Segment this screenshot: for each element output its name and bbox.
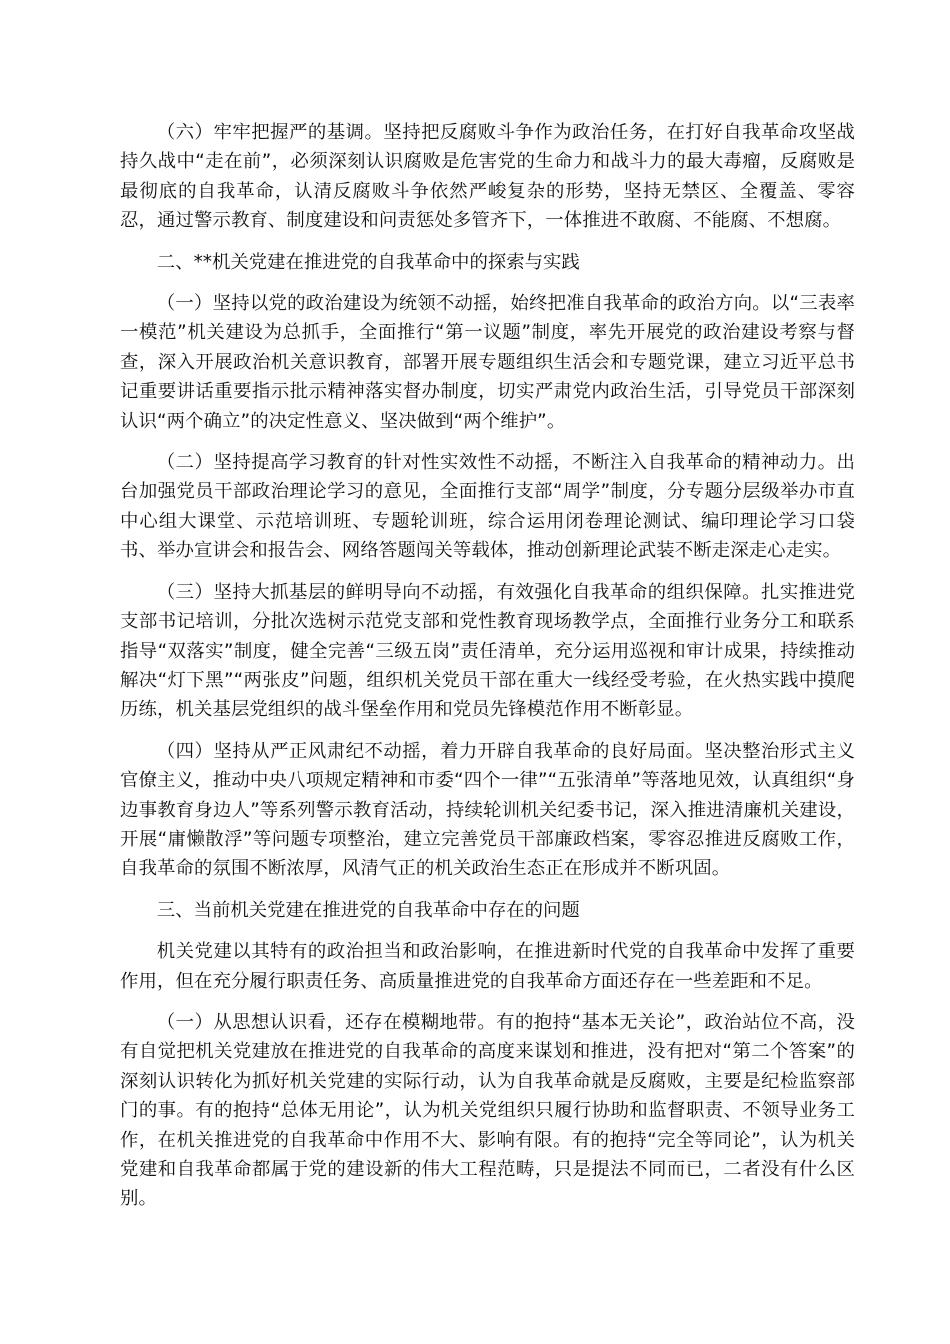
- paragraph-section-1-6: （六）牢牢把握严的基调。坚持把反腐败斗争作为政治任务，在打好自我革命攻坚战持久战中“走在前”，必须深刻认识腐败是危害党的生命力和战斗力的最大毒瘤，反腐败是最彻底的自我革命，认清反腐败斗争依然严峻复杂的形势，坚持无禁区、全覆盖、零容忍，通过警示教育、制度建设和问责惩处多管齐下，一体推进不敢腐、不能腐、不想腐。: [120, 122, 855, 232]
- paragraph-section-2-1: （一）坚持以党的政治建设为统领不动摇，始终把准自我革命的政治方向。以“三表率一模范”机关建设为总抓手，全面推行“第一议题”制度，率先开展党的政治建设考察与督查，深入开展政治机关意识教育，部署开展专题组织生活会和专题党课，建立习近平总书记重要讲话重要指示批示精神落实督办制度，切实严肃党内政治生活，引导党员干部深刻认识“两个确立”的决定性意义、坚决做到“两个维护”。: [120, 293, 855, 432]
- paragraph-section-2-2: （二）坚持提高学习教育的针对性实效性不动摇，不断注入自我革命的精神动力。出台加强党员干部政治理论学习的意见，全面推行支部“周学”制度，分专题分层级举办市直中心组大课堂、示范培训班、专题轮训班，综合运用闭卷理论测试、编印理论学习口袋书、举办宣讲会和报告会、网络答题闯关等载体，推动创新理论武装不断走深走心走实。: [120, 452, 855, 562]
- heading-section-2: 二、**机关党建在推进党的自我革命中的探索与实践: [156, 251, 580, 273]
- heading-section-3: 三、当前机关党建在推进党的自我革命中存在的问题: [156, 899, 580, 921]
- paragraph-section-3-1: （一）从思想认识看，还存在模糊地带。有的抱持“基本无关论”，政治站位不高，没有自觉把机关党建放在推进党的自我革命的高度来谋划和推进，没有把对“第二个答案”的深刻认识转化为抓好机关党建的实际行动，认为自我革命就是反腐败，主要是纪检监察部门的事。有的抱持“总体无用论”，认为机关党组织只履行协助和监督职责、不领导业务工作，在机关推进党的自我革命中作用不大、影响有限。有的抱持“完全等同论”，认为机关党建和自我革命都属于党的建设新的伟大工程范畴，只是提法不同而已，二者没有什么区别。: [120, 1011, 855, 1210]
- paragraph-section-3-intro: 机关党建以其特有的政治担当和政治影响，在推进新时代党的自我革命中发挥了重要作用，但在充分履行职责任务、高质量推进党的自我革命方面还存在一些差距和不足。: [120, 941, 855, 992]
- paragraph-section-2-4: （四）坚持从严正风肃纪不动摇，着力开辟自我革命的良好局面。坚决整治形式主义官僚主义，推动中央八项规定精神和市委“四个一律”“五张清单”等落地见效，认真组织“身边事教育身边人”等系列警示教育活动，持续轮训机关纪委书记，深入推进清廉机关建设，开展“庸懒散浮”等问题专项整治，建立完善党员干部廉政档案，零容忍推进反腐败工作，自我革命的氛围不断浓厚，风清气正的机关政治生态正在形成并不断巩固。: [120, 740, 855, 880]
- paragraph-section-2-3: （三）坚持大抓基层的鲜明导向不动摇，有效强化自我革命的组织保障。扎实推进党支部书记培训，分批次选树示范党支部和党性教育现场教学点，全面推行业务分工和联系指导“双落实”制度，健全完善“三级五岗”责任清单，充分运用巡视和审计成果，持续推动解决“灯下黑”“两张皮”问题，组织机关党员干部在重大一线经受考验，在火热实践中摸爬历练，机关基层党组织的战斗堡垒作用和党员先锋模范作用不断彰显。: [120, 581, 855, 721]
- document-page: [120, 118, 855, 1226]
